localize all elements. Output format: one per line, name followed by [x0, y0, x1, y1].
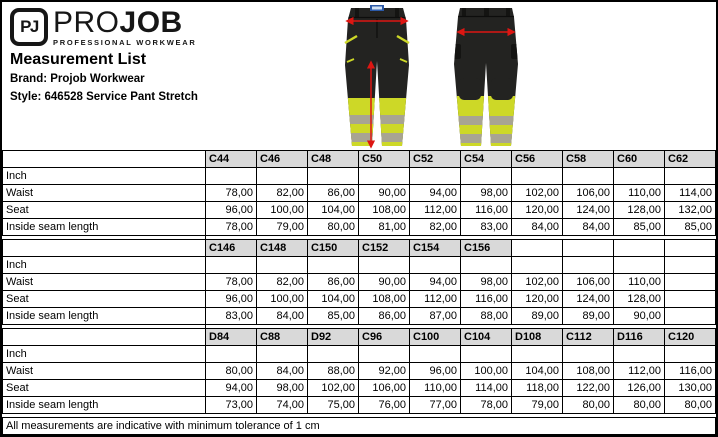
- table-row: [3, 219, 716, 236]
- knee-patch: [491, 78, 513, 100]
- measurement-cell: 80,00: [614, 397, 665, 414]
- measurement-cell: [461, 346, 512, 363]
- pants-front-image: [337, 4, 417, 150]
- measurement-cell: 116,00: [665, 363, 716, 380]
- size-header-cell: C62: [665, 151, 716, 168]
- measurement-cell: [359, 346, 410, 363]
- size-header-cell: C120: [665, 329, 716, 346]
- measurement-cell: [563, 257, 614, 274]
- size-header-cell: C156: [461, 240, 512, 257]
- measurement-cell: [614, 346, 665, 363]
- size-header-cell: [665, 240, 716, 257]
- table-corner-cell: [3, 329, 206, 346]
- hi-vis-leg-back: [447, 96, 525, 150]
- logo-job-text: JOB: [119, 6, 183, 39]
- measurement-cell: 106,00: [359, 380, 410, 397]
- measurement-cell: 94,00: [410, 274, 461, 291]
- measurement-cell: [665, 346, 716, 363]
- measurement-cell: 86,00: [359, 308, 410, 325]
- size-header-cell: C56: [512, 151, 563, 168]
- measurement-cell: 116,00: [461, 291, 512, 308]
- size-header-cell: C54: [461, 151, 512, 168]
- measurement-table: [2, 239, 716, 325]
- belt-loop: [395, 8, 399, 18]
- size-header-cell: C104: [461, 329, 512, 346]
- measurement-cell: 130,00: [665, 380, 716, 397]
- measurement-cell: 104,00: [308, 202, 359, 219]
- size-header-cell: [512, 240, 563, 257]
- measurement-cell: 85,00: [308, 308, 359, 325]
- size-header-cell: C52: [410, 151, 461, 168]
- measurement-cell: 120,00: [512, 291, 563, 308]
- belt-loop: [355, 8, 359, 18]
- measurement-cell: [512, 168, 563, 185]
- measurement-cell: 108,00: [563, 363, 614, 380]
- table-row: [3, 257, 716, 274]
- measurement-cell: [461, 257, 512, 274]
- measurement-cell: 78,00: [461, 397, 512, 414]
- measurement-cell: 82,00: [257, 185, 308, 202]
- measurement-cell: 112,00: [410, 291, 461, 308]
- size-header-cell: C50: [359, 151, 410, 168]
- measurement-cell: 128,00: [614, 202, 665, 219]
- measurement-cell: 104,00: [512, 363, 563, 380]
- size-header-cell: D108: [512, 329, 563, 346]
- logo-text-block: [53, 8, 196, 47]
- measurement-cell: [461, 168, 512, 185]
- size-header-cell: C96: [359, 329, 410, 346]
- measurement-cell: 106,00: [563, 185, 614, 202]
- table-row: [3, 202, 716, 219]
- measurement-cell: 110,00: [614, 274, 665, 291]
- size-header-cell: D92: [308, 329, 359, 346]
- measurement-cell: [512, 257, 563, 274]
- measurement-cell: 84,00: [257, 308, 308, 325]
- row-label-cell: Inch: [3, 168, 206, 185]
- tolerance-footnote: All measurements are indicative with minimum tolerance of 1 cm: [2, 417, 716, 435]
- belt-loop: [462, 8, 466, 17]
- measurement-cell: 132,00: [665, 202, 716, 219]
- reflective-band: [337, 115, 417, 124]
- size-header-cell: C112: [563, 329, 614, 346]
- measurement-cell: 100,00: [257, 202, 308, 219]
- reflective-band: [447, 116, 525, 125]
- measurement-cell: 85,00: [665, 219, 716, 236]
- logo-pro-text: PRO: [53, 6, 120, 39]
- measurement-cell: 100,00: [257, 291, 308, 308]
- measurement-cell: 75,00: [308, 397, 359, 414]
- row-label-cell: Inch: [3, 346, 206, 363]
- measurement-tables: [2, 150, 716, 435]
- measurement-cell: [665, 168, 716, 185]
- measurement-cell: [563, 346, 614, 363]
- measurement-cell: 102,00: [512, 274, 563, 291]
- belt-loop: [506, 8, 510, 17]
- measurement-cell: [665, 291, 716, 308]
- table-row: [3, 185, 716, 202]
- row-label-cell: Inch: [3, 257, 206, 274]
- measurement-cell: 90,00: [614, 308, 665, 325]
- measurement-cell: [206, 257, 257, 274]
- measurement-cell: [410, 257, 461, 274]
- measurement-cell: 90,00: [359, 274, 410, 291]
- measurement-cell: 79,00: [512, 397, 563, 414]
- table-row: [3, 380, 716, 397]
- projob-logo: [10, 8, 196, 47]
- measurement-table: [2, 150, 716, 236]
- measurement-cell: 126,00: [614, 380, 665, 397]
- table-row: [3, 346, 716, 363]
- size-header-cell: C88: [257, 329, 308, 346]
- row-label-cell: Waist: [3, 363, 206, 380]
- measurement-cell: [512, 346, 563, 363]
- measurement-cell: [410, 168, 461, 185]
- measurement-cell: 80,00: [206, 363, 257, 380]
- measurement-cell: 124,00: [563, 291, 614, 308]
- measurement-cell: 98,00: [461, 185, 512, 202]
- measurement-cell: 89,00: [563, 308, 614, 325]
- hi-vis-leg-front: [337, 98, 417, 150]
- row-label-cell: Inside seam length: [3, 308, 206, 325]
- measurement-cell: 83,00: [461, 219, 512, 236]
- measurement-cell: [359, 257, 410, 274]
- measurement-cell: 124,00: [563, 202, 614, 219]
- measurement-cell: 84,00: [257, 363, 308, 380]
- row-label-cell: Waist: [3, 274, 206, 291]
- measurement-cell: 73,00: [206, 397, 257, 414]
- size-header-cell: C148: [257, 240, 308, 257]
- table-corner-cell: [3, 151, 206, 168]
- logo-wordmark: [53, 8, 196, 37]
- measurement-cell: 108,00: [359, 291, 410, 308]
- reflective-band: [447, 134, 525, 143]
- cargo-pocket: [452, 44, 461, 59]
- measurement-cell: 100,00: [461, 363, 512, 380]
- table-row: [3, 168, 716, 185]
- measurement-cell: 81,00: [359, 219, 410, 236]
- table-gap: [2, 236, 716, 239]
- projob-monogram-icon: [10, 8, 48, 46]
- measurement-cell: 87,00: [410, 308, 461, 325]
- size-table-d84-c120: [2, 328, 716, 414]
- measurement-table: [2, 328, 716, 414]
- measurement-cell: 84,00: [563, 219, 614, 236]
- measurement-cell: 83,00: [206, 308, 257, 325]
- size-header-cell: D84: [206, 329, 257, 346]
- measurement-cell: [665, 274, 716, 291]
- measurement-cell: [308, 257, 359, 274]
- size-header-cell: C48: [308, 151, 359, 168]
- measurement-cell: 108,00: [359, 202, 410, 219]
- measurement-cell: [563, 168, 614, 185]
- measurement-cell: 78,00: [206, 219, 257, 236]
- measurement-cell: 74,00: [257, 397, 308, 414]
- measurement-cell: 94,00: [410, 185, 461, 202]
- size-header-cell: C60: [614, 151, 665, 168]
- measurement-cell: 90,00: [359, 185, 410, 202]
- row-label-cell: Inside seam length: [3, 397, 206, 414]
- measurement-cell: [308, 346, 359, 363]
- row-label-cell: Seat: [3, 380, 206, 397]
- style-line: Style: 646528 Service Pant Stretch: [10, 91, 198, 103]
- row-label-cell: Seat: [3, 202, 206, 219]
- measurement-cell: 102,00: [512, 185, 563, 202]
- measurement-cell: 98,00: [257, 380, 308, 397]
- measurement-cell: 84,00: [512, 219, 563, 236]
- measurement-cell: 114,00: [665, 185, 716, 202]
- measurement-cell: 114,00: [461, 380, 512, 397]
- measurement-cell: 96,00: [206, 202, 257, 219]
- table-row: [3, 397, 716, 414]
- row-label-cell: Waist: [3, 185, 206, 202]
- measurement-cell: [206, 346, 257, 363]
- measurement-cell: 77,00: [410, 397, 461, 414]
- measurement-cell: 85,00: [614, 219, 665, 236]
- pants-back-image: [447, 4, 525, 150]
- size-table-c146-c156: [2, 239, 716, 325]
- size-header-cell: C146: [206, 240, 257, 257]
- size-table-c44-c62: [2, 150, 716, 236]
- measurement-cell: 96,00: [206, 291, 257, 308]
- measurement-cell: 110,00: [410, 380, 461, 397]
- size-header-cell: D116: [614, 329, 665, 346]
- measurement-cell: 96,00: [410, 363, 461, 380]
- table-row: [3, 291, 716, 308]
- measurement-cell: [359, 168, 410, 185]
- measurement-cell: [614, 168, 665, 185]
- measurement-cell: 79,00: [257, 219, 308, 236]
- measurement-cell: 94,00: [206, 380, 257, 397]
- size-header-cell: C154: [410, 240, 461, 257]
- measurement-cell: [665, 257, 716, 274]
- size-header-cell: C152: [359, 240, 410, 257]
- reflective-band: [337, 133, 417, 142]
- measurement-cell: [308, 168, 359, 185]
- measurement-cell: 116,00: [461, 202, 512, 219]
- measurement-cell: 122,00: [563, 380, 614, 397]
- measurement-cell: 76,00: [359, 397, 410, 414]
- size-header-cell: C58: [563, 151, 614, 168]
- table-row: [3, 308, 716, 325]
- table-row: [3, 274, 716, 291]
- table-gap: [2, 325, 716, 328]
- measurement-cell: [614, 257, 665, 274]
- measurement-cell: [665, 308, 716, 325]
- measurement-cell: 78,00: [206, 274, 257, 291]
- measurement-cell: 86,00: [308, 185, 359, 202]
- measurement-cell: 102,00: [308, 380, 359, 397]
- measurement-cell: [257, 346, 308, 363]
- measurement-cell: 88,00: [308, 363, 359, 380]
- page-title: Measurement List: [10, 51, 147, 68]
- measurement-cell: 89,00: [512, 308, 563, 325]
- size-header-cell: C150: [308, 240, 359, 257]
- size-header-cell: [563, 240, 614, 257]
- cargo-pocket: [511, 44, 520, 59]
- measurement-cell: 120,00: [512, 202, 563, 219]
- size-header-cell: C46: [257, 151, 308, 168]
- table-corner-cell: [3, 240, 206, 257]
- measurement-cell: 86,00: [308, 274, 359, 291]
- measurement-cell: 104,00: [308, 291, 359, 308]
- measurement-cell: 128,00: [614, 291, 665, 308]
- measurement-cell: 106,00: [563, 274, 614, 291]
- row-label-cell: Inside seam length: [3, 219, 206, 236]
- measurement-cell: 110,00: [614, 185, 665, 202]
- measurement-cell: 88,00: [461, 308, 512, 325]
- table-row: [3, 363, 716, 380]
- measurement-cell: 80,00: [665, 397, 716, 414]
- measurement-cell: 80,00: [563, 397, 614, 414]
- measurement-cell: 98,00: [461, 274, 512, 291]
- size-header-cell: [614, 240, 665, 257]
- measurement-cell: [410, 346, 461, 363]
- brand-line: Brand: Projob Workwear: [10, 73, 145, 85]
- measurement-cell: 80,00: [308, 219, 359, 236]
- measurement-cell: 112,00: [410, 202, 461, 219]
- logo-monogram-text: PJ: [20, 17, 38, 36]
- size-header-cell: C100: [410, 329, 461, 346]
- measurement-cell: 78,00: [206, 185, 257, 202]
- measurement-cell: [257, 168, 308, 185]
- measurement-cell: 118,00: [512, 380, 563, 397]
- measurement-cell: [206, 168, 257, 185]
- logo-tagline: PROFESSIONAL WORKWEAR: [53, 38, 197, 47]
- knee-patch: [459, 78, 481, 100]
- measurement-cell: 92,00: [359, 363, 410, 380]
- row-label-cell: Seat: [3, 291, 206, 308]
- measurement-cell: 82,00: [257, 274, 308, 291]
- belt-loop: [484, 7, 489, 16]
- size-header-cell: C44: [206, 151, 257, 168]
- measurement-cell: 82,00: [410, 219, 461, 236]
- measurement-cell: 112,00: [614, 363, 665, 380]
- measurement-cell: [257, 257, 308, 274]
